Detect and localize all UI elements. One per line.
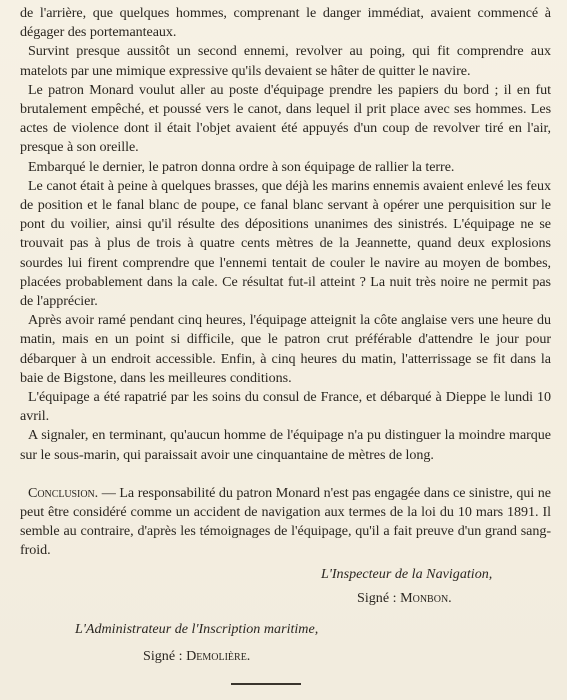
paragraph-4: Embarqué le dernier, le patron donna ordre à son équipage de rallier la terre.: [28, 158, 455, 175]
paragraph-6: Après avoir ramé pendant cinq heures, l'équipage atteignit la côte anglaise vers une heure du matin, mais en un point si difficile, que le patron crut préférable d'attendre le jour pour débarquer à un endroit accessible. Enfin, à cinq heures du matin, l'atterrissage se fit dans la baie de Bigstone, dans les meilleures conditions.: [20, 312, 551, 386]
conclusion-paragraph: [20, 484, 551, 561]
paragraph-5: Le canot était à peine à quelques brasses, que déjà les marins ennemis avaient enlevé les feux de position et le fanal blanc de poupe, ce fanal blanc servant à opérer une perquisition sur le pont du voilier, ainsi qu'il résulte des dépositions unanimes des sinistrés. L'équipage ne se trouvait pas à plus de trois à quatre cents mètres de la Jeannette, quand deux explosions sourdes lui firent comprendre que l'ennemi tentait de couler le navire au moyen de bombes, placées probablement dans la cale. Ce résultat fut-il atteint ? La nuit très noire ne permit pas de l'apprécier.: [20, 177, 551, 310]
signature-block: [20, 561, 551, 671]
inspector-name: Monbon.: [400, 589, 452, 606]
paragraph-7: L'équipage a été rapatrié par les soins du consul de France, et débarqué à Dieppe le lundi 10 avril.: [20, 389, 551, 425]
paragraph-3: Le patron Monard voulut aller au poste d'équipage prendre les papiers du bord ; il en fut brutalement empêché, et poussé vers le canot, dans lequel il prit place avec ses hommes. Les actes de violence dont il était l'objet avaient été appuyés d'un coup de revolver tiré en l'air, presque à son oreille.: [20, 81, 551, 156]
paragraph-1: de l'arrière, que quelques hommes, comprenant le danger immédiat, avaient commencé à dégager des portemanteaux.: [20, 5, 551, 41]
conclusion-text: La responsabilité du patron Monard n'est pas engagée dans ce sinistre, qui ne peut être considéré comme un accident de navigation aux termes de la loi du 10 mars 1891. Il semble au contraire, d'après les témoignages de l'équipage, qu'il a fait preuve d'un grand sang-froid.: [20, 484, 551, 559]
administrator-title: L'Administrateur de l'Inscription maritime,: [75, 620, 319, 637]
inspector-signature: [357, 589, 452, 608]
administrator-signed-prefix: Signé :: [143, 647, 187, 664]
inspector-title: L'Inspecteur de la Navigation,: [321, 565, 493, 582]
paragraph-8: A signaler, en terminant, qu'aucun homme de l'équipage n'a pu distinguer la moindre marque sur le sous-marin, qui paraissait avoir une cinquantaine de mètres de long.: [20, 427, 551, 463]
administrator-name: Demolière.: [186, 647, 251, 664]
closing-rule: [231, 683, 301, 685]
inspector-signed-prefix: Signé :: [357, 589, 401, 606]
section-spacer: [20, 465, 551, 484]
conclusion-label: Conclusion.: [28, 484, 99, 501]
conclusion-dash: —: [98, 484, 120, 501]
paragraph-2: Survint presque aussitôt un second ennemi, revolver au poing, qui fit comprendre aux matelots par une mimique expressive qu'ils devaient se hâter de quitter le navire.: [20, 43, 551, 79]
administrator-signature: [143, 647, 250, 666]
